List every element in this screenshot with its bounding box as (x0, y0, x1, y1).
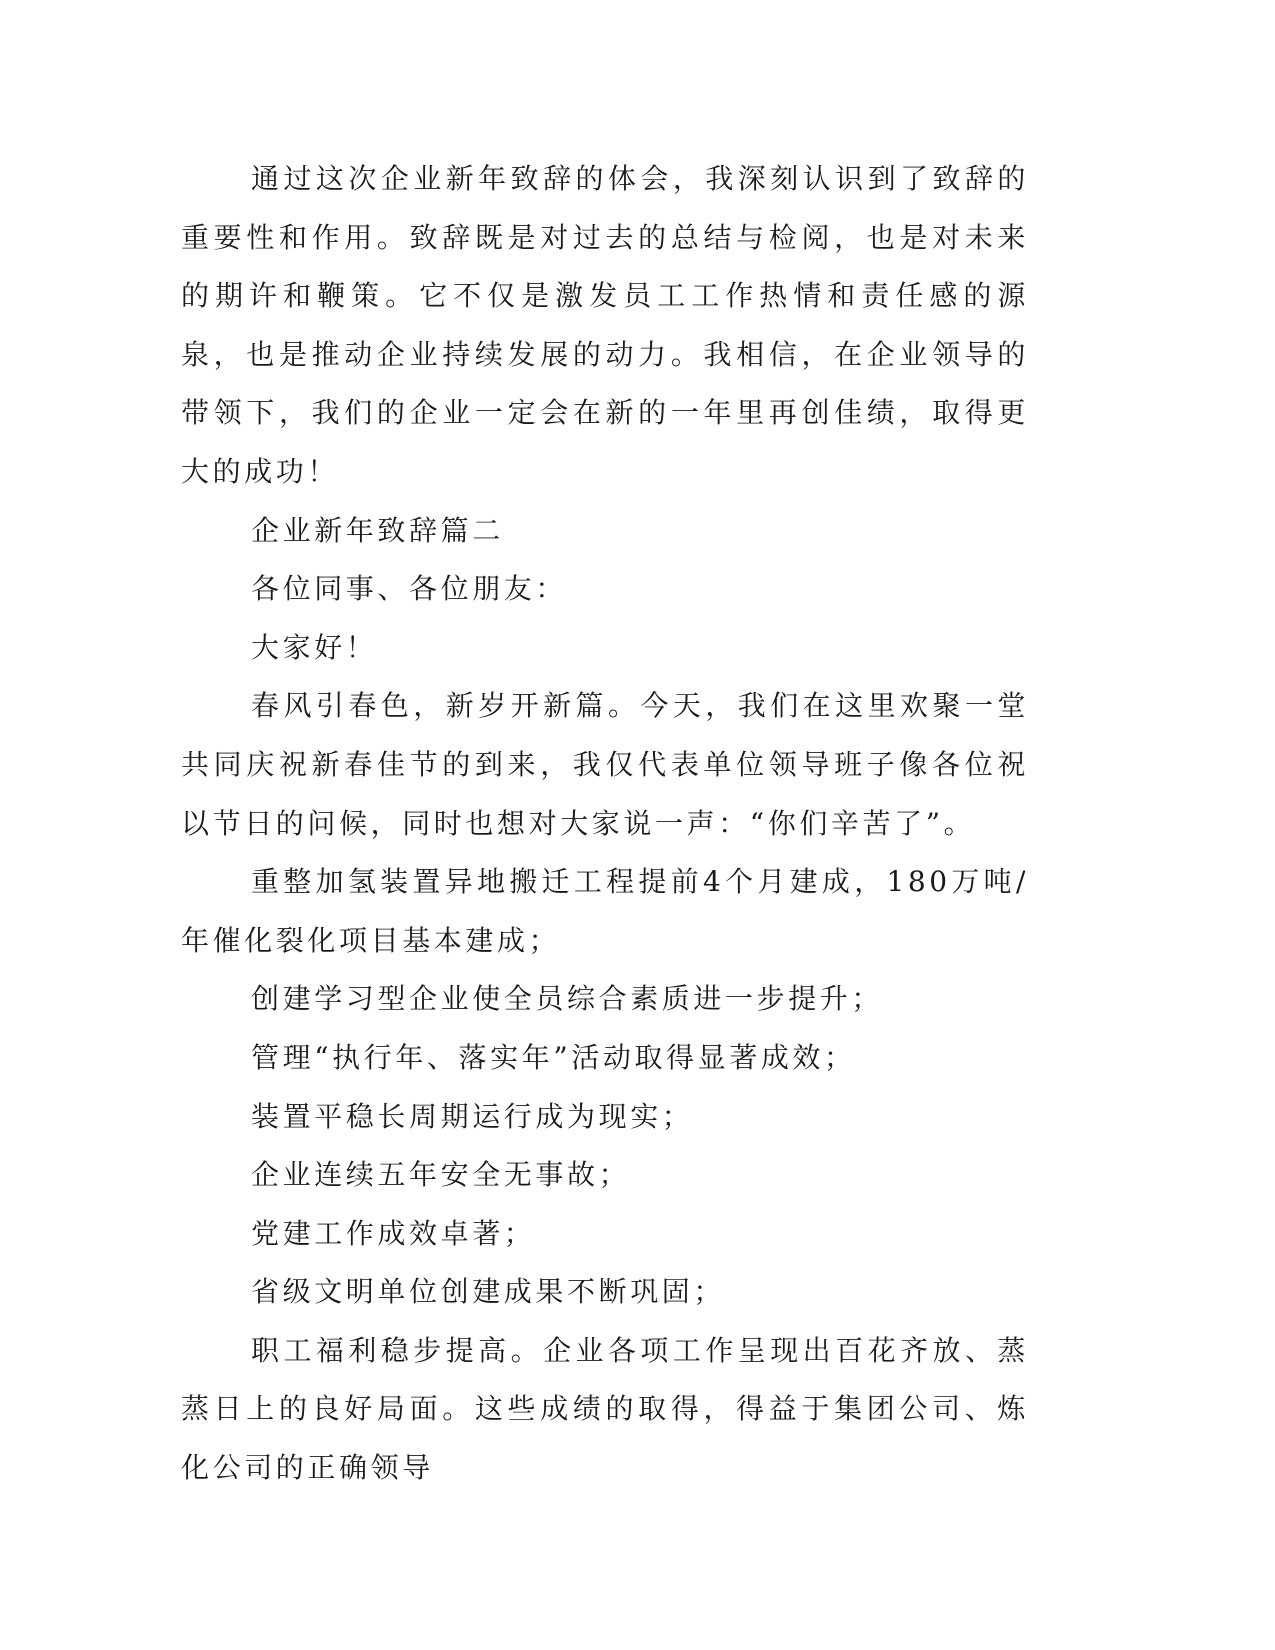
achievement-item: 党建工作成效卓著； (251, 1216, 536, 1250)
section-heading: 企业新年致辞篇二 (251, 513, 504, 547)
achievement-item: 装置平稳长周期运行成为现实； (251, 1099, 694, 1133)
document-page (181, 150, 1029, 1498)
paragraph-closing: 职工福利稳步提高。企业各项工作呈现出百花齐放、蒸蒸日上的良好局面。这些成绩的取得，得益于集团公司、炼化公司的正确领导 (181, 1333, 1029, 1485)
achievement-item: 管理“执行年、落实年”活动取得显著成效； (251, 1040, 856, 1074)
paragraph-opening: 春风引春色，新岁开新篇。今天，我们在这里欢聚一堂共同庆祝新春佳节的到来，我仅代表单位领导班子像各位祝以节日的问候，同时也想对大家说一声：“你们辛苦了”。 (181, 689, 1029, 840)
paragraph-summary: 通过这次企业新年致辞的体会，我深刻认识到了致辞的重要性和作用。致辞既是对过去的总结与检阅，也是对未来的期许和鞭策。它不仅是激发员工工作热情和责任感的源泉，也是推动企业持续发展的动力。我相信，在企业领导的带领下，我们的企业一定会在新的一年里再创佳绩，取得更大的成功！ (181, 162, 1029, 488)
greeting: 大家好！ (251, 630, 378, 664)
achievement-item: 企业连续五年安全无事故； (251, 1158, 631, 1192)
salutation: 各位同事、各位朋友： (251, 572, 568, 606)
achievement-item: 省级文明单位创建成果不断巩固； (251, 1275, 726, 1309)
achievement-item: 创建学习型企业使全员综合素质进一步提升； (251, 982, 884, 1016)
achievement-item: 重整加氢装置异地搬迁工程提前4个月建成，180万吨/年催化裂化项目基本建成； (181, 865, 1029, 957)
